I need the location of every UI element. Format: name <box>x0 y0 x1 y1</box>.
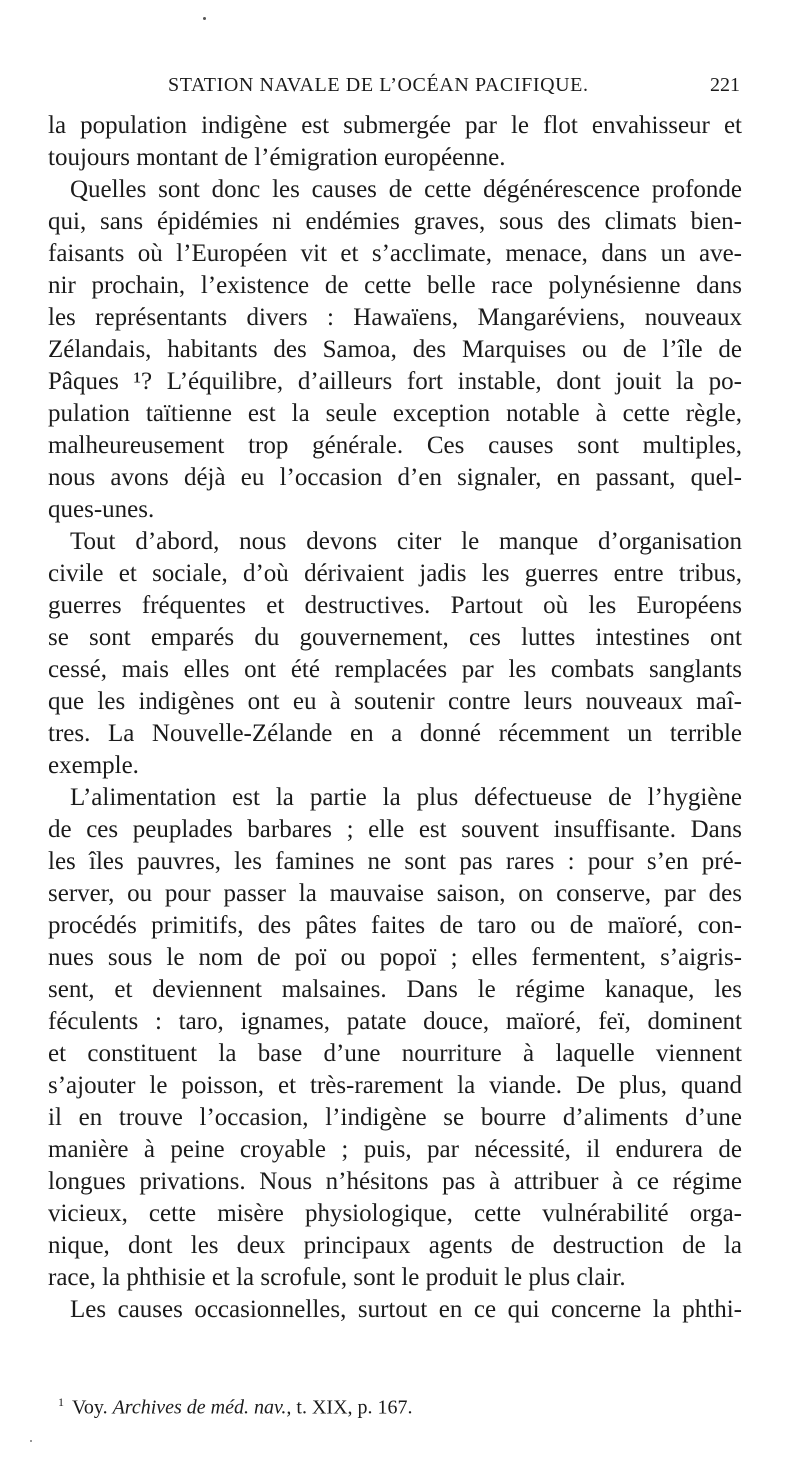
text-line: Tout d’abord, nous devons citer le manque d’organisation <box>70 528 742 555</box>
text-line: L’alimentation est la partie la plus défectueuse de l’hygiène <box>70 784 742 811</box>
text-line: et constituent la base d’une nourriture à laquelle viennent <box>48 1040 742 1067</box>
text-line: il en trouve l’occasion, l’indigène se bourre d’aliments d’une <box>48 1104 742 1131</box>
text-line: vicieux, cette misère physiologique, cette vulnérabilité orga- <box>48 1200 742 1227</box>
text-line: race, la phthisie et la scrofule, sont le produit le plus clair. <box>48 1264 626 1291</box>
text-line: nues sous le nom de poï ou popoï ; elles fermentent, s’aigris- <box>48 944 742 971</box>
footnote-source: Archives de méd. nav., <box>112 1396 292 1419</box>
text-line: la population indigène est submergée par le flot envahisseur et <box>48 112 742 139</box>
text-line: Les causes occasionnelles, surtout en ce qui concerne la phthi- <box>70 1296 742 1323</box>
text-line: manière à peine croyable ; puis, par nécessité, il endurera de <box>48 1136 742 1163</box>
text-line: malheureusement trop générale. Ces causes sont multiples, <box>48 432 742 459</box>
text-line: nique, dont les deux principaux agents de destruction de la <box>48 1232 742 1259</box>
text-line: pulation taïtienne est la seule exception notable à cette règle, <box>48 400 742 427</box>
text-line: s’ajouter le poisson, et très-rarement la viande. De plus, quand <box>48 1072 742 1099</box>
text-line: que les indigènes ont eu à soutenir contre leurs nouveaux maî- <box>48 688 742 715</box>
text-line: toujours montant de l’émigration européenne. <box>48 144 506 171</box>
text-line: Pâques ¹? L’équilibre, d’ailleurs fort instable, dont jouit la po- <box>48 368 742 395</box>
text-line: les îles pauvres, les famines ne sont pas rares : pour s’en pré- <box>48 848 742 875</box>
text-line: se sont emparés du gouvernement, ces luttes intestines ont <box>48 624 742 651</box>
text-line: féculents : taro, ignames, patate douce, maïoré, feï, dominent <box>48 1008 742 1035</box>
footnote-mark: 1 <box>58 1395 64 1409</box>
footnote-reference: t. XIX, p. 167. <box>296 1396 413 1419</box>
text-line: exemple. <box>48 752 139 779</box>
text-line: qui, sans épidémies ni endémies graves, sous des climats bien- <box>48 208 742 235</box>
text-line: procédés primitifs, des pâtes faites de taro ou de maïoré, con- <box>48 912 742 939</box>
text-line: longues privations. Nous n’hésitons pas à attribuer à ce régime <box>48 1168 742 1195</box>
print-speck <box>30 1440 32 1442</box>
print-speck <box>203 17 206 20</box>
running-title: STATION NAVALE DE L’OCÉAN PACIFIQUE. <box>168 74 589 96</box>
text-line: civile et sociale, d’où dérivaient jadis les guerres entre tribus, <box>48 560 742 587</box>
text-line: sent, et deviennent malsaines. Dans le régime kanaque, les <box>48 976 742 1003</box>
text-line: Quelles sont donc les causes de cette dégénérescence profonde <box>70 176 742 203</box>
text-line: Zélandais, habitants des Samoa, des Marquises ou de l’île de <box>48 336 742 363</box>
text-line: tres. La Nouvelle-Zélande en a donné récemment un terrible <box>48 720 742 747</box>
text-line: nous avons déjà eu l’occasion d’en signaler, en passant, quel- <box>48 464 742 491</box>
text-line: nir prochain, l’existence de cette belle race polynésienne dans <box>48 272 742 299</box>
text-line: ques-unes. <box>48 496 155 523</box>
text-line: de ces peuplades barbares ; elle est souvent insuffisante. Dans <box>48 816 742 843</box>
running-header <box>108 74 740 104</box>
text-line: faisants où l’Européen vit et s’acclimate, menace, dans un ave- <box>48 240 742 267</box>
footnote <box>58 1395 413 1420</box>
body-text <box>48 110 742 1326</box>
text-line: cessé, mais elles ont été remplacées par les combats sanglants <box>48 656 742 683</box>
footnote-prefix: Voy. <box>72 1396 108 1419</box>
text-line: les représentants divers : Hawaïens, Mangaréviens, nouveaux <box>48 304 742 331</box>
page-number: 221 <box>710 74 740 96</box>
text-line: guerres fréquentes et destructives. Partout où les Européens <box>48 592 742 619</box>
text-line: server, ou pour passer la mauvaise saison, on conserve, par des <box>48 880 742 907</box>
